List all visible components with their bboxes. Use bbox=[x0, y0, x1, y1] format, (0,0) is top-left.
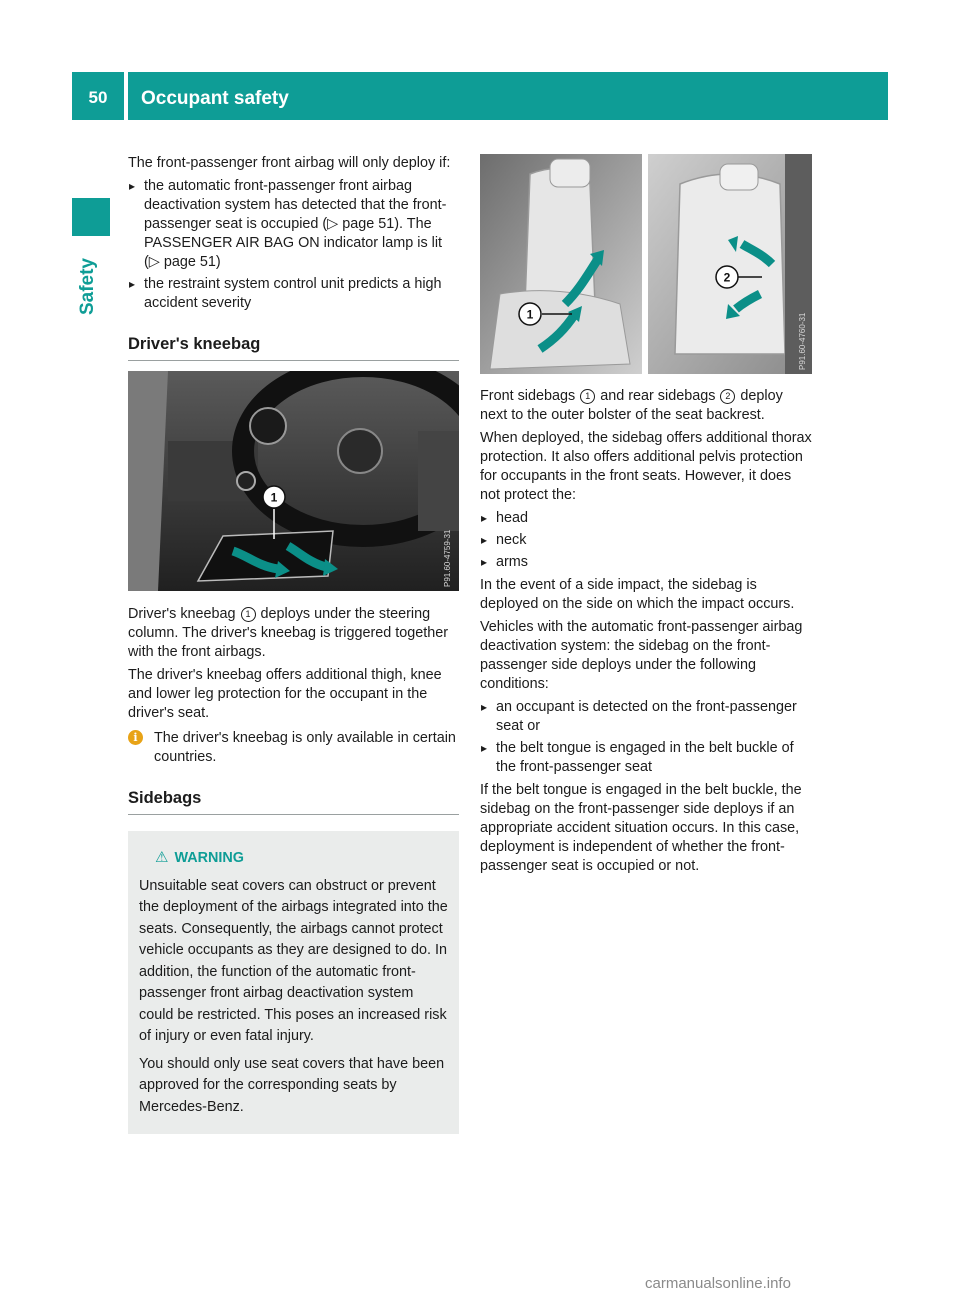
left-column bbox=[128, 154, 459, 1134]
right-column bbox=[480, 154, 812, 880]
intro-text: The front-passenger front airbag will only deploy if: bbox=[128, 155, 451, 171]
conditions-list bbox=[480, 698, 812, 777]
kneebag-figure bbox=[128, 371, 459, 591]
warning-triangle-icon: ⚠ bbox=[155, 849, 169, 866]
callout-number: 1 bbox=[270, 490, 278, 505]
list-item: ▸ arms bbox=[480, 553, 812, 572]
warning-paragraph-2: You should only use seat covers that have been approved for the corresponding seats by Mercedes-Benz. bbox=[139, 1055, 445, 1115]
sidebag-paragraph-5: If the belt tongue is engaged in the belt buckle, the sidebag on the front-passenger side deploys if an appropriate accident situation occurs. In this case, deployment is independent of whether the front-passenger seat is occupied or not. bbox=[480, 782, 802, 874]
text-span: deploy next to the outer bolster of the seat backrest. bbox=[480, 388, 783, 423]
figure-code: P91.60-4760-31 bbox=[798, 312, 807, 370]
callout-symbol: 1 bbox=[580, 389, 595, 404]
sidebag-illustration bbox=[480, 154, 812, 374]
list-item: ▸ an occupant is detected on the front-passenger seat or bbox=[480, 698, 812, 736]
list-item: ▸ the restraint system control unit predicts a high accident severity bbox=[128, 275, 459, 313]
callout-number: 1 bbox=[526, 307, 534, 322]
list-item: ▸ the belt tongue is engaged in the belt buckle of the front-passenger seat bbox=[480, 739, 812, 777]
not-protected-list bbox=[480, 509, 812, 572]
kneebag-illustration bbox=[128, 371, 459, 591]
callout-symbol: 1 bbox=[241, 607, 256, 622]
list-item: ▸ head bbox=[480, 509, 812, 528]
text-span: and rear sidebags bbox=[596, 388, 720, 404]
sidebag-paragraph-2: When deployed, the sidebag offers additional thorax protection. It also offers additional pelvis protection for occupants in the front seats. However, it does not protect the: bbox=[480, 430, 812, 503]
sidebag-figure bbox=[480, 154, 812, 374]
watermark: carmanualsonline.info bbox=[645, 1275, 791, 1292]
text-span: Driver's kneebag bbox=[128, 606, 240, 622]
figure-code: P91.60-4759-31 bbox=[443, 529, 452, 587]
sidebag-paragraph-1 bbox=[480, 387, 812, 425]
text-span: Front sidebags bbox=[480, 388, 580, 404]
intro-bullet-list bbox=[128, 177, 459, 313]
callout-number: 2 bbox=[723, 270, 731, 285]
kneebag-paragraph-2: The driver's kneebag offers additional thigh, knee and lower leg protection for the occupant in the driver's seat. bbox=[128, 667, 442, 721]
warning-box bbox=[128, 831, 459, 1134]
list-item: ▸ the automatic front-passenger front airbag deactivation system has detected that the front-passenger seat is occupied (▷ page 51). The PASSENGER AIR BAG ON indicator lamp is lit (▷ page 51) bbox=[128, 177, 459, 272]
list-item: ▸ neck bbox=[480, 531, 812, 550]
text-span: deploys under the steering column. The driver's kneebag is triggered together with the front airbags. bbox=[128, 606, 449, 660]
info-note-text: The driver's kneebag is only available in certain countries. bbox=[154, 730, 456, 765]
warning-title: WARNING bbox=[174, 850, 245, 866]
page-number: 50 bbox=[72, 72, 124, 120]
side-tab-marker bbox=[72, 198, 110, 236]
kneebag-heading: Driver's kneebag bbox=[128, 335, 459, 361]
info-note bbox=[128, 729, 459, 767]
kneebag-paragraph-1 bbox=[128, 605, 459, 662]
warning-paragraph-1: Unsuitable seat covers can obstruct or prevent the deployment of the airbags integrated into the seats. Consequently, the airbags cannot protect vehicle occupants as they are designed to do. In addition, the function of the automatic front-passenger front airbag deactivation system could be restricted. This poses an increased risk of injury or even fatal injury. bbox=[139, 877, 448, 1044]
side-tab-label: Safety bbox=[77, 258, 98, 316]
sidebags-heading: Sidebags bbox=[128, 789, 459, 815]
sidebag-paragraph-3: In the event of a side impact, the sidebag is deployed on the side on which the impact occurs. bbox=[480, 577, 795, 612]
sidebag-paragraph-4: Vehicles with the automatic front-passenger airbag deactivation system: the sidebag on the front-passenger side deploys under the following conditions: bbox=[480, 619, 803, 692]
section-title: Occupant safety bbox=[128, 72, 888, 120]
info-icon: i bbox=[128, 730, 143, 745]
callout-symbol: 2 bbox=[720, 389, 735, 404]
warning-header bbox=[139, 847, 450, 870]
